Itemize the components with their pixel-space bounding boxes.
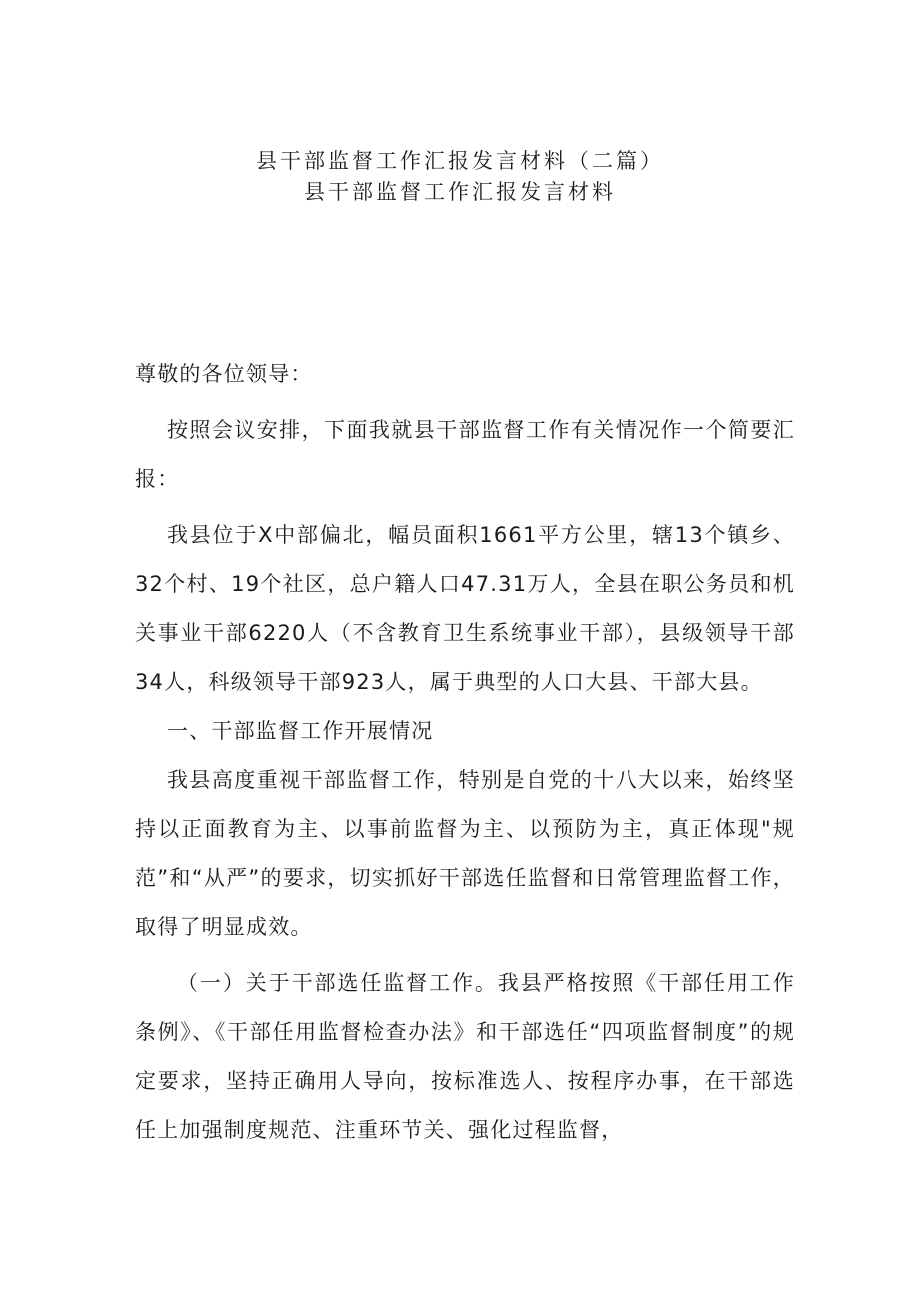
document-title-block xyxy=(0,146,920,208)
paragraph: （一）关于干部选任监督工作。我县严格按照《干部任用工作条例》、《干部任用监督检查办法》和干部选任“四项监督制度”的规定要求，坚持正确用人导向，按标准选人、按程序办事，在干部选任上加强制度规范、注重环节关、强化过程监督， xyxy=(135,971,795,1142)
salutation: 尊敬的各位领导： xyxy=(135,362,313,386)
paragraph: 我县高度重视干部监督工作，特别是自党的十八大以来，始终坚持以正面教育为主、以事前监督为主、以预防为主，真正体现"规范”和“从严”的要求，切实抓好干部选任监督和日常管理监督工作，取得了明显成效。 xyxy=(135,768,795,939)
document-title: 县干部监督工作汇报发言材料（二篇） xyxy=(256,149,664,173)
document-body xyxy=(135,350,795,1155)
document-subtitle: 县干部监督工作汇报发言材料 xyxy=(304,180,616,204)
paragraph: 按照会议安排，下面我就县干部监督工作有关情况作一个简要汇报： xyxy=(135,418,795,491)
paragraph: 我县位于X中部偏北，幅员面积1661平方公里，辖13个镇乡、32个村、19个社区，总户籍人口47.31万人，全县在职公务员和机关事业干部6220人（不含教育卫生系统事业干部），县级领导干部34人，科级领导干部923人，属于典型的人口大县、干部大县。 xyxy=(135,523,795,694)
section-heading: 一、干部监督工作开展情况 xyxy=(167,719,434,743)
